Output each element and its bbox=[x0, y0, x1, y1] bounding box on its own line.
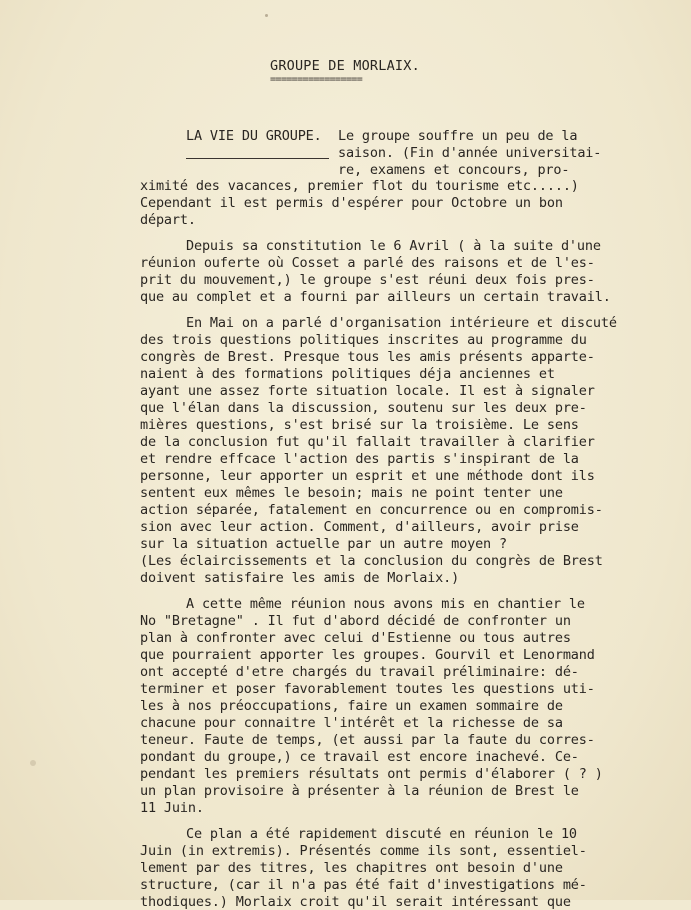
text-line: action séparée, fatalement en concurrence ou en compromis- bbox=[140, 502, 603, 518]
text-line: No "Bretagne" . Il fut d'abord décidé de confronter un bbox=[140, 613, 571, 629]
text-line: ximité des vacances, premier flot du tourisme etc.....) bbox=[140, 178, 579, 194]
text-line: A cette même réunion nous avons mis en chantier le bbox=[186, 596, 585, 612]
text-line: réunion ouferte où Cosset a parlé des raisons et de l'es- bbox=[140, 255, 595, 271]
text-line: doivent satisfaire les amis de Morlaix.) bbox=[140, 570, 460, 586]
text-line: ont accepté d'etre chargés du travail préliminaire: dé- bbox=[140, 664, 579, 680]
text-line: En Mai on a parlé d'organisation intérieure et discuté bbox=[186, 315, 617, 331]
text-line: un plan provisoire à présenter à la réunion de Brest le bbox=[140, 783, 579, 799]
text-line: pondant du groupe,) ce travail est encore inachevé. Ce- bbox=[140, 749, 579, 765]
text-line: Depuis sa constitution le 6 Avril ( à la suite d'une bbox=[186, 238, 601, 254]
text-line: sion avec leur action. Comment, d'ailleurs, avoir prise bbox=[140, 519, 579, 535]
text-line: thodiques.) Morlaix croit qu'il serait intéressant que bbox=[140, 894, 571, 910]
text-line: personne, leur apporter un esprit et une méthode dont ils bbox=[140, 468, 595, 484]
heading-underline bbox=[186, 158, 329, 159]
text-line: que l'élan dans la discussion, soutenu sur les deux pre- bbox=[140, 400, 587, 416]
text-line: structure, (car il n'a pas été fait d'investigations mé- bbox=[140, 877, 587, 893]
text-line: des trois questions politiques inscrites au programme du bbox=[140, 332, 587, 348]
text-line: que au complet et a fourni par ailleurs un certain travail. bbox=[140, 289, 611, 305]
text-line: congrès de Brest. Presque tous les amis présents apparte- bbox=[140, 349, 595, 365]
title-underline: ================= bbox=[270, 74, 363, 85]
section-heading: LA VIE DU GROUPE. bbox=[186, 128, 322, 144]
text-line: les à nos préoccupations, faire un examen sommaire de bbox=[140, 698, 563, 714]
text-line: ayant une assez forte situation locale. Il est à signaler bbox=[140, 383, 595, 399]
text-line: terminer et poser favorablement toutes les questions uti- bbox=[140, 681, 595, 697]
text-line: de la conclusion fut qu'il fallait travailler à clarifier bbox=[140, 434, 595, 450]
text-line: sur la situation actuelle par un autre moyen ? bbox=[140, 536, 507, 552]
text-line: mières questions, s'est brisé sur la troisième. Le sens bbox=[140, 417, 579, 433]
text-line: Le groupe souffre un peu de la bbox=[338, 128, 578, 144]
text-line: Juin (in extremis). Présentés comme ils sont, essentiel- bbox=[140, 843, 587, 859]
paper-speck bbox=[265, 14, 268, 17]
text-line: Ce plan a été rapidement discuté en réunion le 10 bbox=[186, 826, 577, 842]
text-line: et rendre effcace l'action des partis s'inspirant de la bbox=[140, 451, 579, 467]
text-line: teneur. Faute de temps, (et aussi par la faute du corres- bbox=[140, 732, 595, 748]
text-line: (Les éclaircissements et la conclusion du congrès de Brest bbox=[140, 553, 603, 569]
text-line: que pourraient apporter les groupes. Gourvil et Lenormand bbox=[140, 647, 595, 663]
text-line: plan à confronter avec celui d'Estienne ou tous autres bbox=[140, 630, 571, 646]
text-line: 11 Juin. bbox=[140, 800, 204, 816]
text-line: lement par des titres, les chapitres ont besoin d'une bbox=[140, 860, 563, 876]
text-line: pendant les premiers résultats ont permis d'élaborer ( ? ) bbox=[140, 766, 603, 782]
text-line: naient à des formations politiques déja anciennes et bbox=[140, 366, 555, 382]
text-line: départ. bbox=[140, 212, 196, 228]
text-line: Cependant il est permis d'espérer pour Octobre un bon bbox=[140, 195, 563, 211]
text-line: re, examens et concours, pro- bbox=[338, 162, 570, 178]
paper-stain bbox=[30, 760, 36, 766]
document-title: GROUPE DE MORLAIX. bbox=[270, 58, 420, 74]
text-line: saison. (Fin d'année universitai- bbox=[338, 145, 602, 161]
text-line: sentent eux mêmes le besoin; mais ne point tenter une bbox=[140, 485, 563, 501]
text-line: chacune pour connaitre l'intérêt et la richesse de sa bbox=[140, 715, 563, 731]
text-line: prit du mouvement,) le groupe s'est réuni deux fois pres- bbox=[140, 272, 595, 288]
